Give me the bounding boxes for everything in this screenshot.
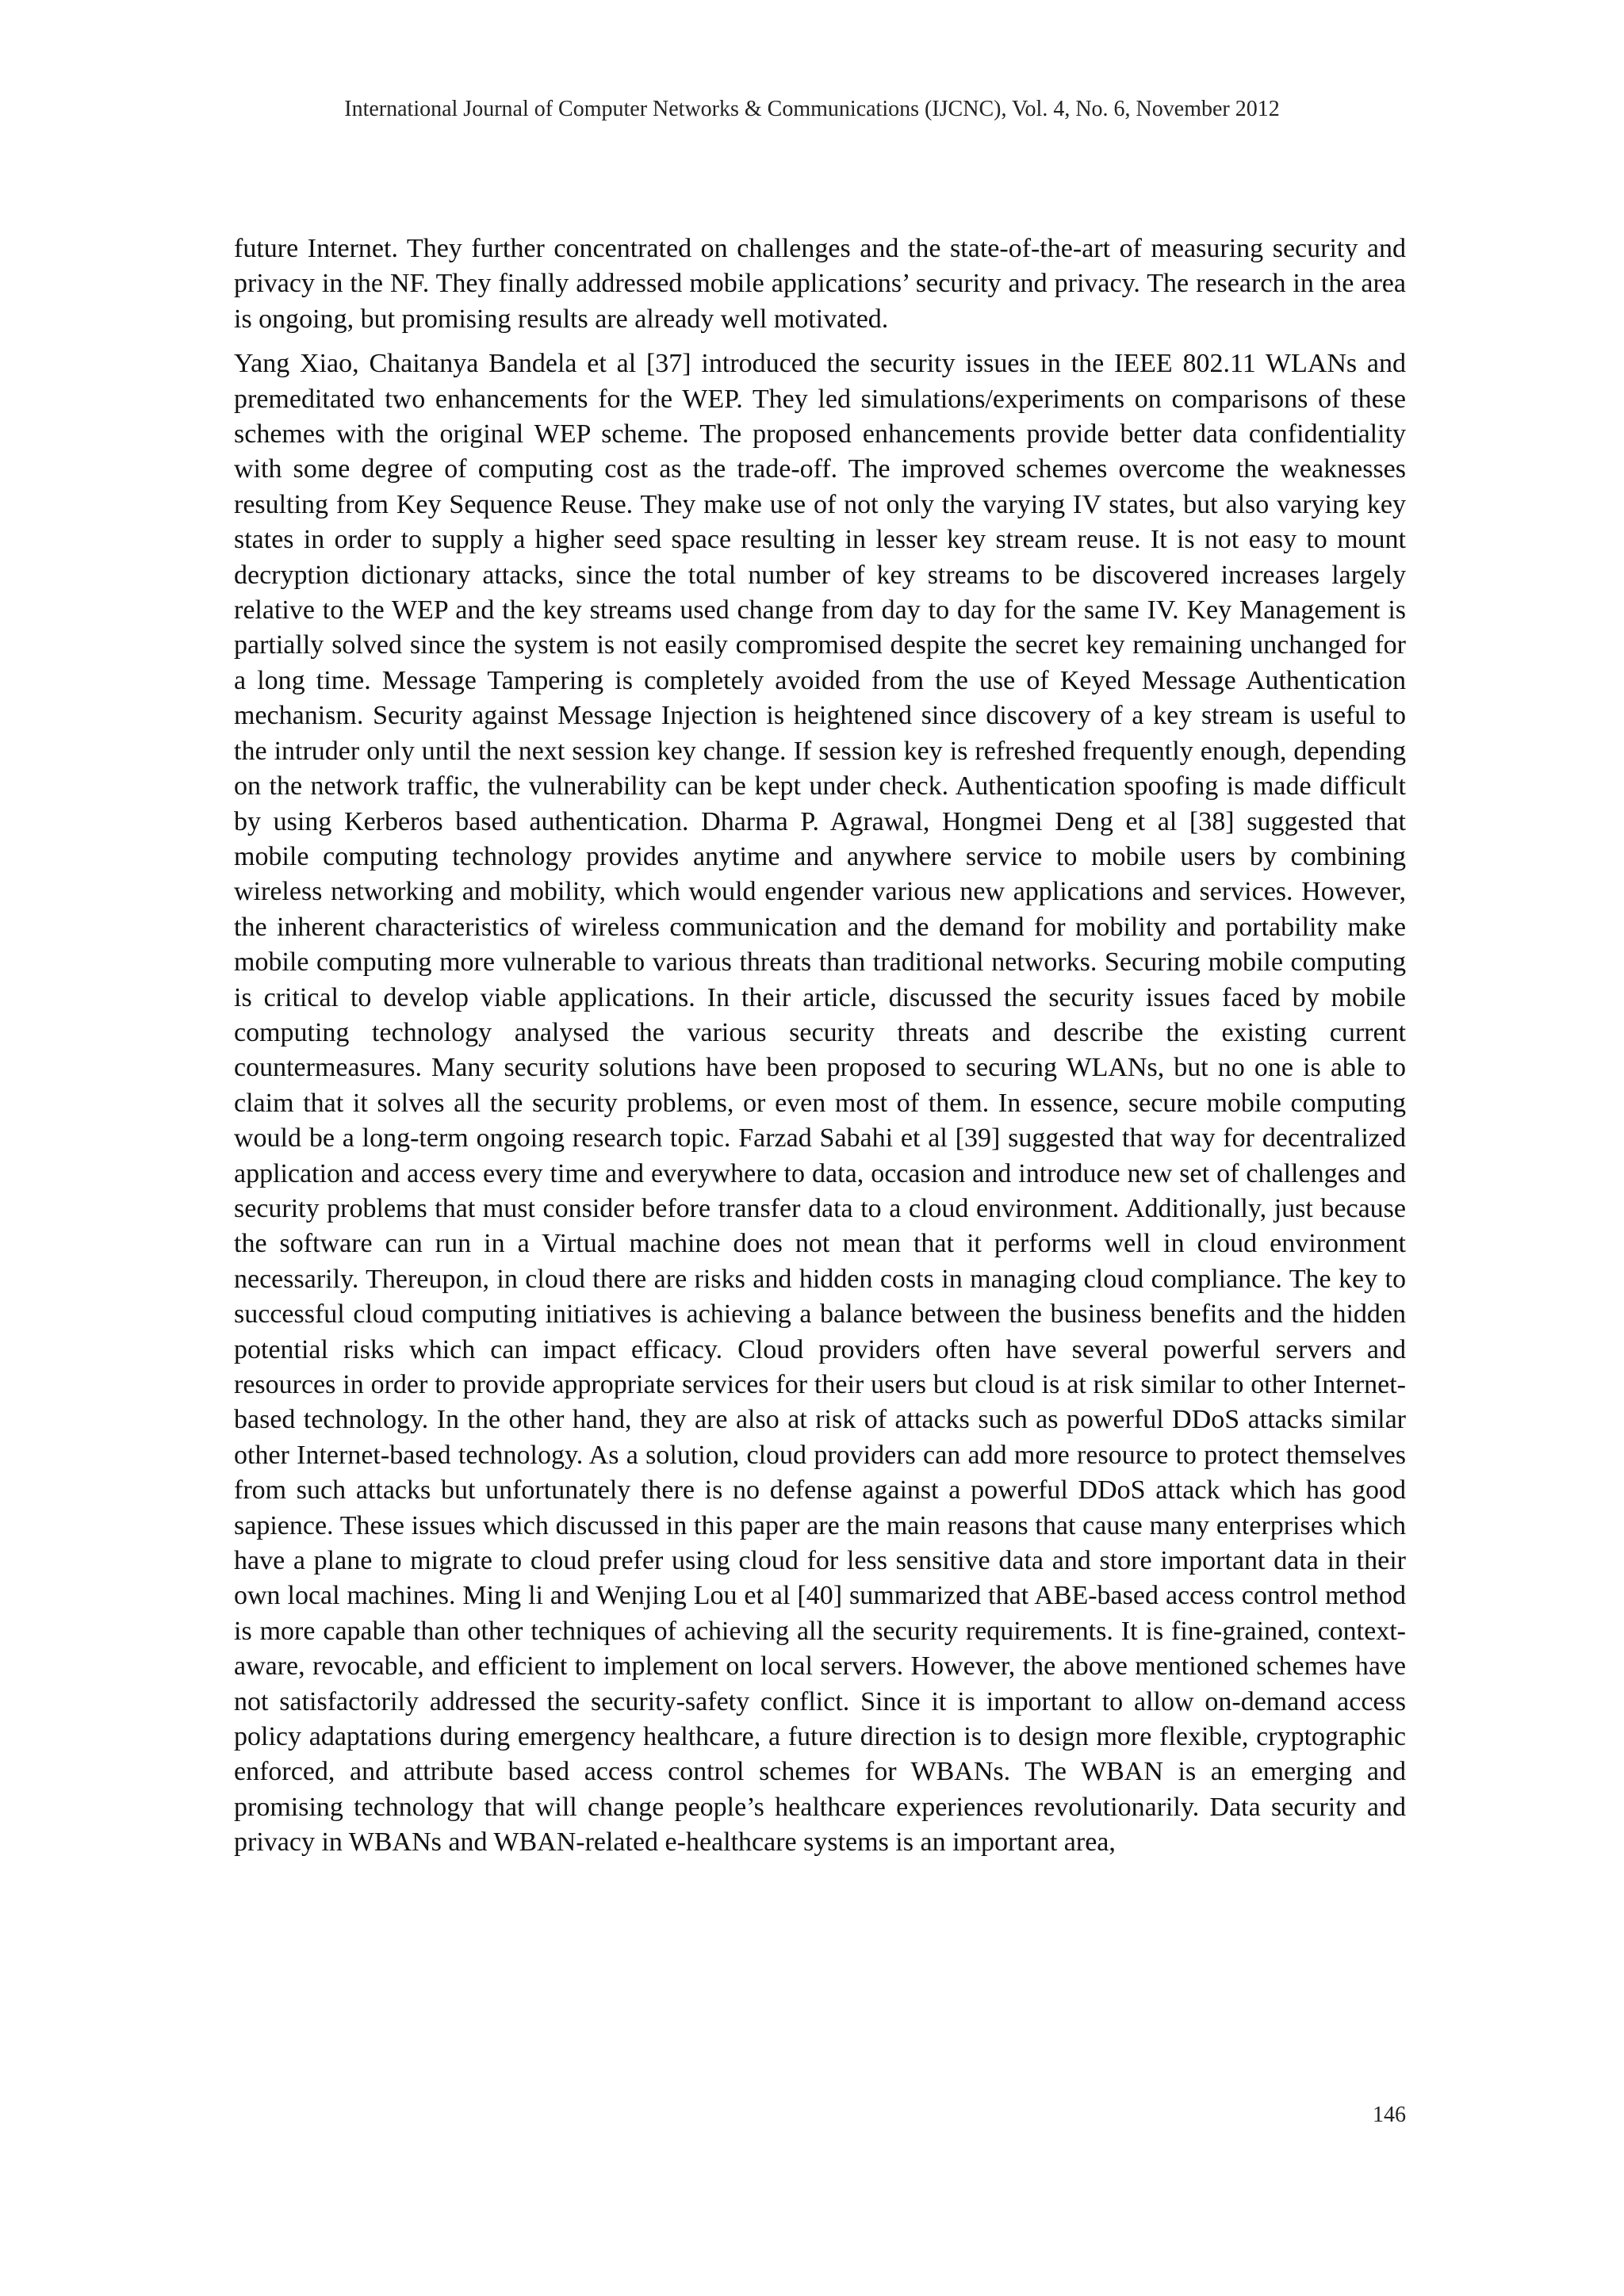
page-number: 146 <box>1373 2103 1406 2127</box>
paragraph: Yang Xiao, Chaitanya Bandela et al [37] introduced the security issues in the IEEE 802.11 WLANs and premeditated two enhancements for the WEP. They led simulations/experiments on comparisons of these schemes with the original WEP scheme. The proposed enhancements provide better data confidentiality with some degree of computing cost as the trade-off. The improved schemes overcome the weaknesses resulting from Key Sequence Reuse. They make use of not only the varying IV states, but also varying key states in order to supply a higher seed space resulting in lesser key stream reuse. It is not easy to mount decryption dictionary attacks, since the total number of key streams to be discovered increases largely relative to the WEP and the key streams used change from day to day for the same IV. Key Management is partially solved since the system is not easily compromised despite the secret key remaining unchanged for a long time. Message Tampering is completely avoided from the use of Keyed Message Authentication mechanism. Security against Message Injection is heightened since discovery of a key stream is useful to the intruder only until the next session key change. If session key is refreshed frequently enough, depending on the network traffic, the vulnerability can be kept under check. Authentication spoofing is made difficult by using Kerberos based authentication. Dharma P. Agrawal, Hongmei Deng et al [38] suggested that mobile computing technology provides anytime and anywhere service to mobile users by combining wireless networking and mobility, which would engender various new applications and services. However, the inherent characteristics of wireless communication and the demand for mobility and portability make mobile computing more vulnerable to various threats than traditional networks. Securing mobile computing is critical to develop viable applications. In their article, discussed the security issues faced by mobile computing technology analysed the various security threats and describe the existing current countermeasures. Many security solutions have been proposed to securing WLANs, but no one is able to claim that it solves all the security problems, or even most of them. In essence, secure mobile computing would be a long-term ongoing research topic. Farzad Sabahi et al [39] suggested that way for decentralized application and access every time and everywhere to data, occasion and introduce new set of challenges and security problems that must consider before transfer data to a cloud environment. Additionally, just because the software can run in a Virtual machine does not mean that it performs well in cloud environment necessarily. Thereupon, in cloud there are risks and hidden costs in managing cloud compliance. The key to successful cloud computing initiatives is achieving a balance between the business benefits and the hidden potential risks which can impact efficacy. Cloud providers often have several powerful servers and resources in order to provide appropriate services for their users but cloud is at risk similar to other Internet-based technology. In the other hand, they are also at risk of attacks such as powerful DDoS attacks similar other Internet-based technology. As a solution, cloud providers can add more resource to protect themselves from such attacks but unfortunately there is no defense against a powerful DDoS attack which has good sapience. These issues which discussed in this paper are the main reasons that cause many enterprises which have a plane to migrate to cloud prefer using cloud for less sensitive data and store important data in their own local machines. Ming li and Wenjing Lou et al [40] summarized that ABE-based access control method is more capable than other techniques of achieving all the security requirements. It is fine-grained, context-aware, revocable, and efficient to implement on local servers. However, the above mentioned schemes have not satisfactorily addressed the security-safety conflict. Since it is important to allow on-demand access policy adaptations during emergency healthcare, a future direction is to design more flexible, cryptographic enforced, and attribute based access control schemes for WBANs. The WBAN is an emerging and promising technology that will change people’s healthcare experiences revolutionarily. Data security and privacy in WBANs and WBAN-related e-healthcare systems is an important area, <box>234 349 1406 1858</box>
paragraph: future Internet. They further concentrated on challenges and the state-of-the-art of measuring security and privacy in the NF. They finally addressed mobile applications’ security and privacy. The research in the area is ongoing, but promising results are already well motivated. <box>234 234 1406 334</box>
body-text <box>234 232 1406 1861</box>
running-header: International Journal of Computer Networks & Communications (IJCNC), Vol. 4, No. 6, November 2012 <box>344 97 1280 121</box>
